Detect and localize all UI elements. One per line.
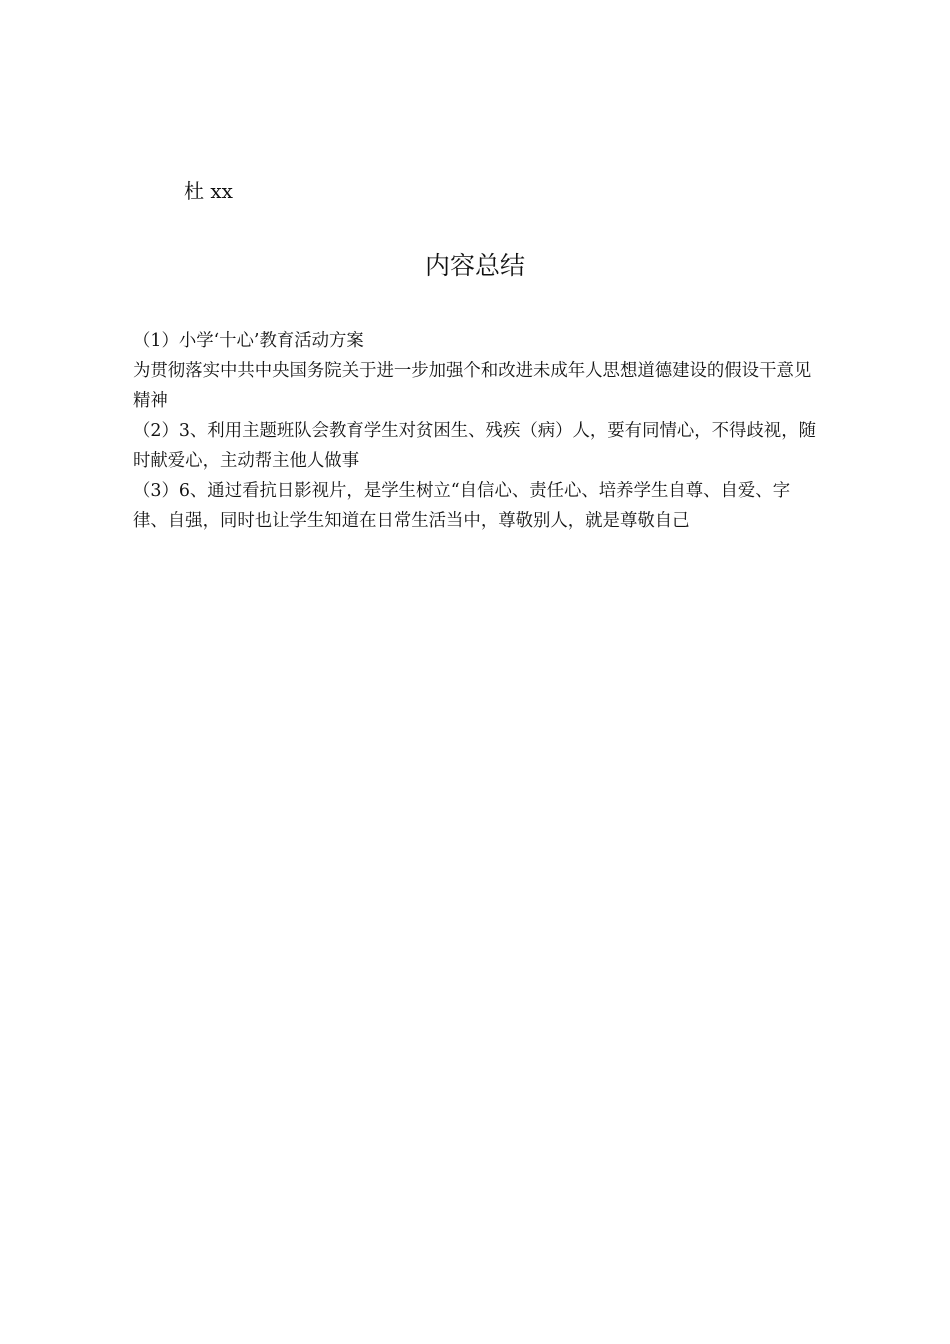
summary-item-1-detail: 为贯彻落实中共中央国务院关于进一步加强个和改进未成年人思想道德建设的假设干意见精神: [133, 361, 812, 411]
summary-item-2: （2）3、利用主题班队会教育学生对贫困生、残疾（病）人，要有同情心，不得歧视，随时献爱心，主动帮主他人做事: [133, 421, 816, 471]
summary-item-3: （3）6、通过看抗日影视片，是学生树立“自信心、责任心、培养学生自尊、自爱、字律、自强，同时也让学生知道在日常生活当中，尊敬别人，就是尊敬自己: [133, 481, 791, 531]
author-signature: 杜 xx: [184, 179, 233, 203]
summary-body: [133, 326, 823, 536]
summary-heading: 内容总结: [424, 251, 525, 280]
summary-item-1: （1）小学‘十心’教育活动方案: [133, 331, 364, 351]
